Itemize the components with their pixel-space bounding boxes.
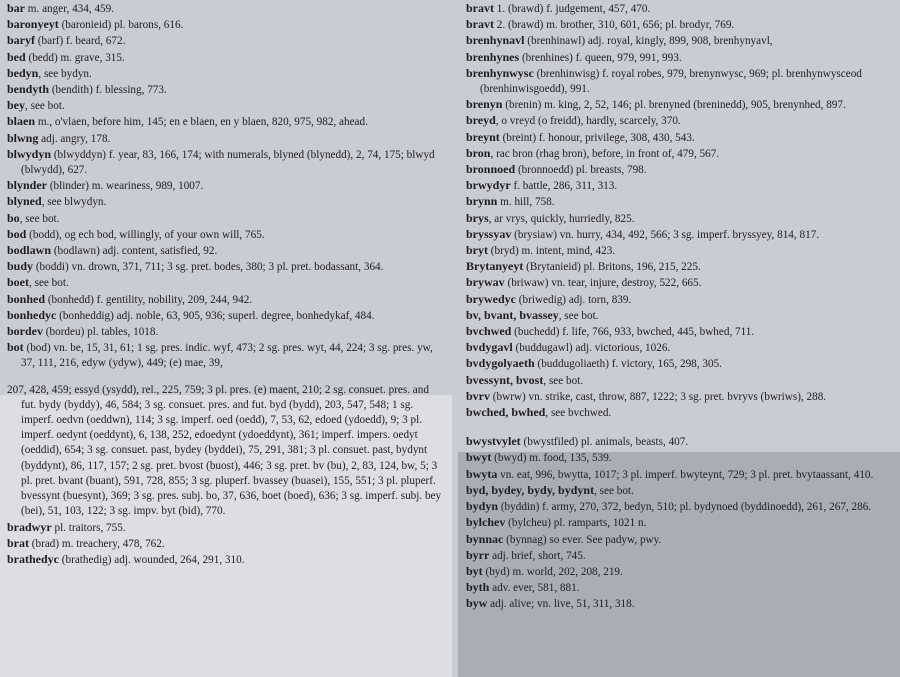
definition: (brathedig) adj. wounded, 264, 291, 310. bbox=[59, 553, 245, 566]
definition: (bryd) m. intent, mind, 423. bbox=[488, 245, 616, 258]
headword: brywedyc bbox=[466, 291, 516, 306]
glossary-entry bbox=[466, 66, 892, 97]
glossary-entry bbox=[466, 389, 892, 405]
glossary-entry bbox=[7, 178, 446, 194]
definition: (briwaw) vn. tear, injure, destroy, 522, 665. bbox=[504, 277, 702, 290]
headword: byrr bbox=[466, 547, 490, 562]
definition: 207, 428, 459; essyd (ysydd), rel., 225, 759; 3 pl. pres. (e) maent, 210; 2 sg. consuet. pres. and fut. bydy (byddy), 46, 584; 3 sg. consuet. pres. and fut. byd (bydd), 203, 547, 548; 1 sg. imperf. oedvn (oeddwn), 114; 3 sg. imperf. oed (oedd), 7, 53, 62, edoed (ydoedd), 9; 3 pl. imperf. oedynt (oeddynt), 6, 138, 252, edoedynt (ydoeddynt), 361; imperf. impers. oedyt (oeddid), 654; 3 sg. consuet. past, bydey (byddei), 75, 291, 381; 3 pl. consuet. past, bydynt (byddynt), 86, 117, 157; 2 sg. pret. bvost (buost), 446; 3 sg. pret. bv (bu), 2, 83, 124, bw, 5; 3 pl. pret. bvant (buant), 591, 728, 855; 3 sg. pluperf. bvassey (buasei), 155, 551; 3 pl. pluperf. bvessynt (buesynt), 369; 3 sg. pres. subj. bo, 37, 636, boet (boed), 636; 3 sg. imperf. subj. bey (bei), 51, 103, 122; 3 sg. impv. byt (bid), 770. bbox=[7, 383, 442, 518]
definition: (bwystfiled) pl. animals, beasts, 407. bbox=[520, 436, 689, 449]
headword: bo bbox=[7, 210, 20, 225]
glossary-entry bbox=[7, 82, 446, 98]
glossary-entry bbox=[7, 1, 446, 17]
headword: bodlawn bbox=[7, 243, 52, 258]
glossary-entry bbox=[466, 33, 892, 49]
definition: , rac bron (rhag bron), before, in front of, 479, 567. bbox=[490, 147, 720, 160]
definition: adj. brief, short, 745. bbox=[489, 549, 586, 562]
glossary-entry bbox=[466, 211, 892, 227]
glossary-entry bbox=[7, 520, 446, 536]
definition: (bendith) f. blessing, 773. bbox=[49, 84, 167, 97]
glossary-entry bbox=[466, 97, 892, 113]
glossary-entry bbox=[466, 259, 892, 275]
definition: (blinder) m. weariness, 989, 1007. bbox=[47, 180, 204, 193]
definition: (blwyddyn) f. year, 83, 166, 174; with numerals, blyned (blynedd), 2, 74, 175; blwyd (blwydd), 627. bbox=[21, 148, 435, 177]
glossary-entry bbox=[7, 50, 446, 66]
glossary-entry bbox=[466, 532, 892, 548]
glossary-entry bbox=[466, 596, 892, 612]
headword: brenyn bbox=[466, 97, 503, 112]
headword: brenhynes bbox=[466, 49, 520, 64]
glossary-entry bbox=[466, 324, 892, 340]
glossary-entry bbox=[7, 98, 446, 114]
glossary-entry bbox=[466, 548, 892, 564]
definition: vn. eat, 996, bwytta, 1017; 3 pl. imperf. bwyteynt, 729; 3 pl. pret. bvytaassant, 410. bbox=[497, 468, 874, 481]
headword: bonhed bbox=[7, 291, 46, 306]
scan-seam bbox=[7, 372, 446, 383]
definition: (bodd), og ech bod, willingly, of your own will, 765. bbox=[26, 228, 265, 241]
definition: (byd) m. world, 202, 208, 219. bbox=[482, 565, 623, 578]
headword: bvchwed bbox=[466, 324, 512, 339]
glossary-entry bbox=[466, 146, 892, 162]
glossary-entry bbox=[7, 383, 446, 520]
definition: f. battle, 286, 311, 313. bbox=[510, 180, 618, 193]
headword: baronyeyt bbox=[7, 17, 59, 32]
headword: bar bbox=[7, 1, 25, 15]
headword: bey bbox=[7, 98, 25, 113]
headword: bvdygolyaeth bbox=[466, 356, 535, 371]
glossary-entry bbox=[7, 131, 446, 147]
headword: blynder bbox=[7, 178, 48, 193]
headword: byt bbox=[466, 563, 483, 578]
definition: (bwyd) m. food, 135, 539. bbox=[491, 452, 612, 465]
headword: bordev bbox=[7, 324, 43, 339]
headword: bronnoed bbox=[466, 162, 516, 177]
definition: 2. (brawd) m. brother, 310, 601, 656; pl. brodyr, 769. bbox=[494, 19, 735, 32]
headword: bryssyav bbox=[466, 226, 512, 241]
headword: Brytanyeyt bbox=[466, 259, 524, 274]
right-glossary-column bbox=[458, 0, 900, 677]
definition: pl. traitors, 755. bbox=[51, 521, 126, 534]
definition: (brenhinwisg) f. royal robes, 979, brenynwysc, 969; pl. brenhynwysceod (brenhinwisgoedd), 991. bbox=[480, 67, 862, 96]
headword: byd, bydey, bydy, bydynt bbox=[466, 482, 595, 497]
left-entry-list bbox=[7, 1, 446, 568]
definition: (brenin) m. king, 2, 52, 146; pl. brenyned (breninedd), 905, brenynhed, 897. bbox=[502, 99, 846, 112]
headword: bynnac bbox=[466, 531, 504, 546]
headword: bradwyr bbox=[7, 519, 52, 534]
headword: brenhynwysc bbox=[466, 65, 534, 80]
glossary-entry bbox=[466, 17, 892, 33]
definition: (bwrw) vn. strike, cast, throw, 887, 1222; 3 sg. pret. bvryvs (bwriws), 288. bbox=[490, 390, 827, 403]
headword: bylchev bbox=[466, 515, 506, 530]
headword: brynn bbox=[466, 194, 498, 209]
headword: bot bbox=[7, 340, 24, 355]
glossary-entry bbox=[466, 113, 892, 129]
definition: adj. alive; vn. live, 51, 311, 318. bbox=[487, 598, 635, 611]
glossary-entry bbox=[466, 515, 892, 531]
glossary-entry bbox=[466, 275, 892, 291]
headword: bydyn bbox=[466, 499, 499, 514]
glossary-entry bbox=[7, 536, 446, 552]
headword: bvrv bbox=[466, 388, 490, 403]
glossary-entry bbox=[7, 194, 446, 210]
definition: (bynnag) so ever. See padyw, pwy. bbox=[503, 533, 662, 546]
headword: brywav bbox=[466, 275, 505, 290]
definition: (brenhinawl) adj. royal, kingly, 899, 908, brenhynyavl, bbox=[524, 35, 773, 48]
definition: (brysiaw) vn. hurry, 434, 492, 566; 3 sg. imperf. bryssyey, 814, 817. bbox=[511, 228, 820, 241]
scan-seam bbox=[466, 421, 892, 434]
glossary-entry bbox=[466, 292, 892, 308]
glossary-entry bbox=[466, 1, 892, 17]
definition: (bonheddig) adj. noble, 63, 905, 936; superl. degree, bonhedykaf, 484. bbox=[56, 309, 375, 322]
definition: 1. (brawd) f. judgement, 457, 470. bbox=[494, 3, 651, 15]
headword: bwystvylet bbox=[466, 434, 521, 449]
glossary-entry bbox=[7, 552, 446, 568]
definition: m. hill, 758. bbox=[497, 196, 555, 209]
glossary-entry bbox=[466, 580, 892, 596]
glossary-entry bbox=[466, 130, 892, 146]
glossary-entry bbox=[466, 405, 892, 421]
glossary-entry bbox=[466, 564, 892, 580]
headword: bryt bbox=[466, 243, 488, 258]
glossary-entry bbox=[7, 340, 446, 371]
headword: blwng bbox=[7, 130, 39, 145]
definition: (buchedd) f. life, 766, 933, bwched, 445, bwhed, 711. bbox=[511, 326, 755, 339]
definition: , see bot. bbox=[543, 374, 584, 387]
glossary-entry bbox=[466, 356, 892, 372]
definition: m. anger, 434, 459. bbox=[25, 3, 115, 15]
glossary-entry bbox=[7, 292, 446, 308]
definition: , see bot. bbox=[19, 212, 60, 225]
definition: (bedd) m. grave, 315. bbox=[25, 51, 125, 64]
headword: bwched, bwhed bbox=[466, 405, 546, 420]
glossary-entry bbox=[466, 227, 892, 243]
glossary-entry bbox=[466, 450, 892, 466]
glossary-entry bbox=[7, 66, 446, 82]
headword: brys bbox=[466, 210, 489, 225]
definition: adv. ever, 581, 881. bbox=[489, 582, 580, 595]
headword: bonhedyc bbox=[7, 307, 57, 322]
definition: , see blwydyn. bbox=[41, 196, 107, 209]
headword: boet bbox=[7, 275, 29, 290]
definition: (bod) vn. be, 15, 31, 61; 1 sg. pres. indic. wyf, 473; 2 sg. pres. wyt, 44, 224; 3 sg. pres. yw, 37, 111, 216, edyw (ydyw), 449; (e) mae, 39, bbox=[21, 342, 433, 370]
definition: , see bot. bbox=[558, 309, 599, 322]
headword: budy bbox=[7, 259, 34, 274]
headword: bod bbox=[7, 226, 27, 241]
glossary-entry bbox=[7, 114, 446, 130]
glossary-entry bbox=[7, 259, 446, 275]
headword: bwyt bbox=[466, 450, 492, 465]
glossary-entry bbox=[466, 483, 892, 499]
definition: , see bot. bbox=[29, 277, 69, 290]
headword: byw bbox=[466, 596, 488, 611]
headword: bvessynt, bvost bbox=[466, 372, 544, 387]
glossary-entry bbox=[7, 17, 446, 33]
definition: (brenhines) f. queen, 979, 991, 993. bbox=[519, 51, 682, 64]
definition: (boddi) vn. drown, 371, 711; 3 sg. pret. bodes, 380; 3 pl. pret. bodassant, 364. bbox=[33, 261, 384, 274]
glossary-entry bbox=[466, 499, 892, 515]
definition: adj. angry, 178. bbox=[38, 132, 111, 145]
glossary-entry bbox=[466, 340, 892, 356]
headword: bwyta bbox=[466, 466, 498, 481]
glossary-entry bbox=[7, 211, 446, 227]
headword: bedyn bbox=[7, 65, 39, 80]
definition: (bylcheu) pl. ramparts, 1021 n. bbox=[505, 517, 647, 530]
glossary-entry bbox=[7, 227, 446, 243]
glossary-entry bbox=[466, 178, 892, 194]
headword: bed bbox=[7, 49, 26, 64]
glossary-entry bbox=[466, 243, 892, 259]
headword: byth bbox=[466, 580, 490, 595]
headword: bv, bvant, bvassey bbox=[466, 307, 559, 322]
headword: bravt bbox=[466, 17, 494, 32]
definition: (briwedig) adj. torn, 839. bbox=[516, 293, 632, 306]
definition: (buddugawl) adj. victorious, 1026. bbox=[512, 342, 671, 355]
headword: brenhynavl bbox=[466, 33, 525, 48]
definition: (bonhedd) f. gentility, nobility, 209, 244, 942. bbox=[45, 293, 253, 306]
definition: , o vreyd (o freidd), hardly, scarcely, 370. bbox=[495, 115, 681, 128]
headword: brwydyr bbox=[466, 178, 511, 193]
headword: bravt bbox=[466, 1, 494, 15]
definition: (breint) f. honour, privilege, 308, 430, 543. bbox=[499, 131, 695, 144]
definition: (brad) m. treachery, 478, 762. bbox=[29, 537, 165, 550]
definition: , see bot. bbox=[594, 484, 634, 497]
definition: (buddugoliaeth) f. victory, 165, 298, 305. bbox=[534, 358, 722, 371]
definition: (bordeu) pl. tables, 1018. bbox=[43, 326, 159, 339]
glossary-entry bbox=[7, 243, 446, 259]
headword: breyd bbox=[466, 113, 496, 128]
headword: bendyth bbox=[7, 82, 50, 97]
right-entry-list bbox=[466, 1, 892, 613]
definition: (barf) f. beard, 672. bbox=[35, 35, 126, 48]
definition: (bodlawn) adj. content, satisfied, 92. bbox=[51, 245, 218, 258]
headword: blyned bbox=[7, 194, 42, 209]
glossary-entry bbox=[466, 308, 892, 324]
glossary-entry bbox=[7, 275, 446, 291]
glossary-entry bbox=[466, 434, 892, 450]
glossary-entry bbox=[466, 50, 892, 66]
definition: (bronnoedd) pl. breasts, 798. bbox=[515, 164, 647, 177]
headword: bvdygavl bbox=[466, 340, 513, 355]
headword: blwydyn bbox=[7, 146, 52, 161]
definition: (byddin) f. army, 270, 372, bedyn, 510; pl. bydynoed (byddinoedd), 261, 267, 286. bbox=[498, 501, 872, 514]
definition: , see bvchwed. bbox=[545, 407, 612, 420]
glossary-entry bbox=[7, 308, 446, 324]
definition: (Brytanieid) pl. Britons, 196, 215, 225. bbox=[523, 261, 701, 274]
definition: , ar vrys, quickly, hurriedly, 825. bbox=[488, 212, 635, 225]
glossary-entry bbox=[7, 147, 446, 178]
glossary-entry bbox=[7, 324, 446, 340]
headword: baryf bbox=[7, 33, 35, 48]
definition: (baronieid) pl. barons, 616. bbox=[58, 19, 184, 32]
headword: blaen bbox=[7, 114, 36, 129]
glossary-entry bbox=[7, 33, 446, 49]
glossary-entry bbox=[466, 194, 892, 210]
headword: brathedyc bbox=[7, 551, 59, 566]
headword: breynt bbox=[466, 129, 500, 144]
headword: brat bbox=[7, 535, 29, 550]
headword: bron bbox=[466, 145, 491, 160]
glossary-entry bbox=[466, 373, 892, 389]
glossary-entry bbox=[466, 162, 892, 178]
definition: , see bot. bbox=[25, 100, 65, 113]
definition: , see bydyn. bbox=[38, 67, 92, 80]
glossary-entry bbox=[466, 467, 892, 483]
definition: m., o'vlaen, before him, 145; en e blaen, en y blaen, 820, 975, 982, ahead. bbox=[35, 116, 368, 129]
